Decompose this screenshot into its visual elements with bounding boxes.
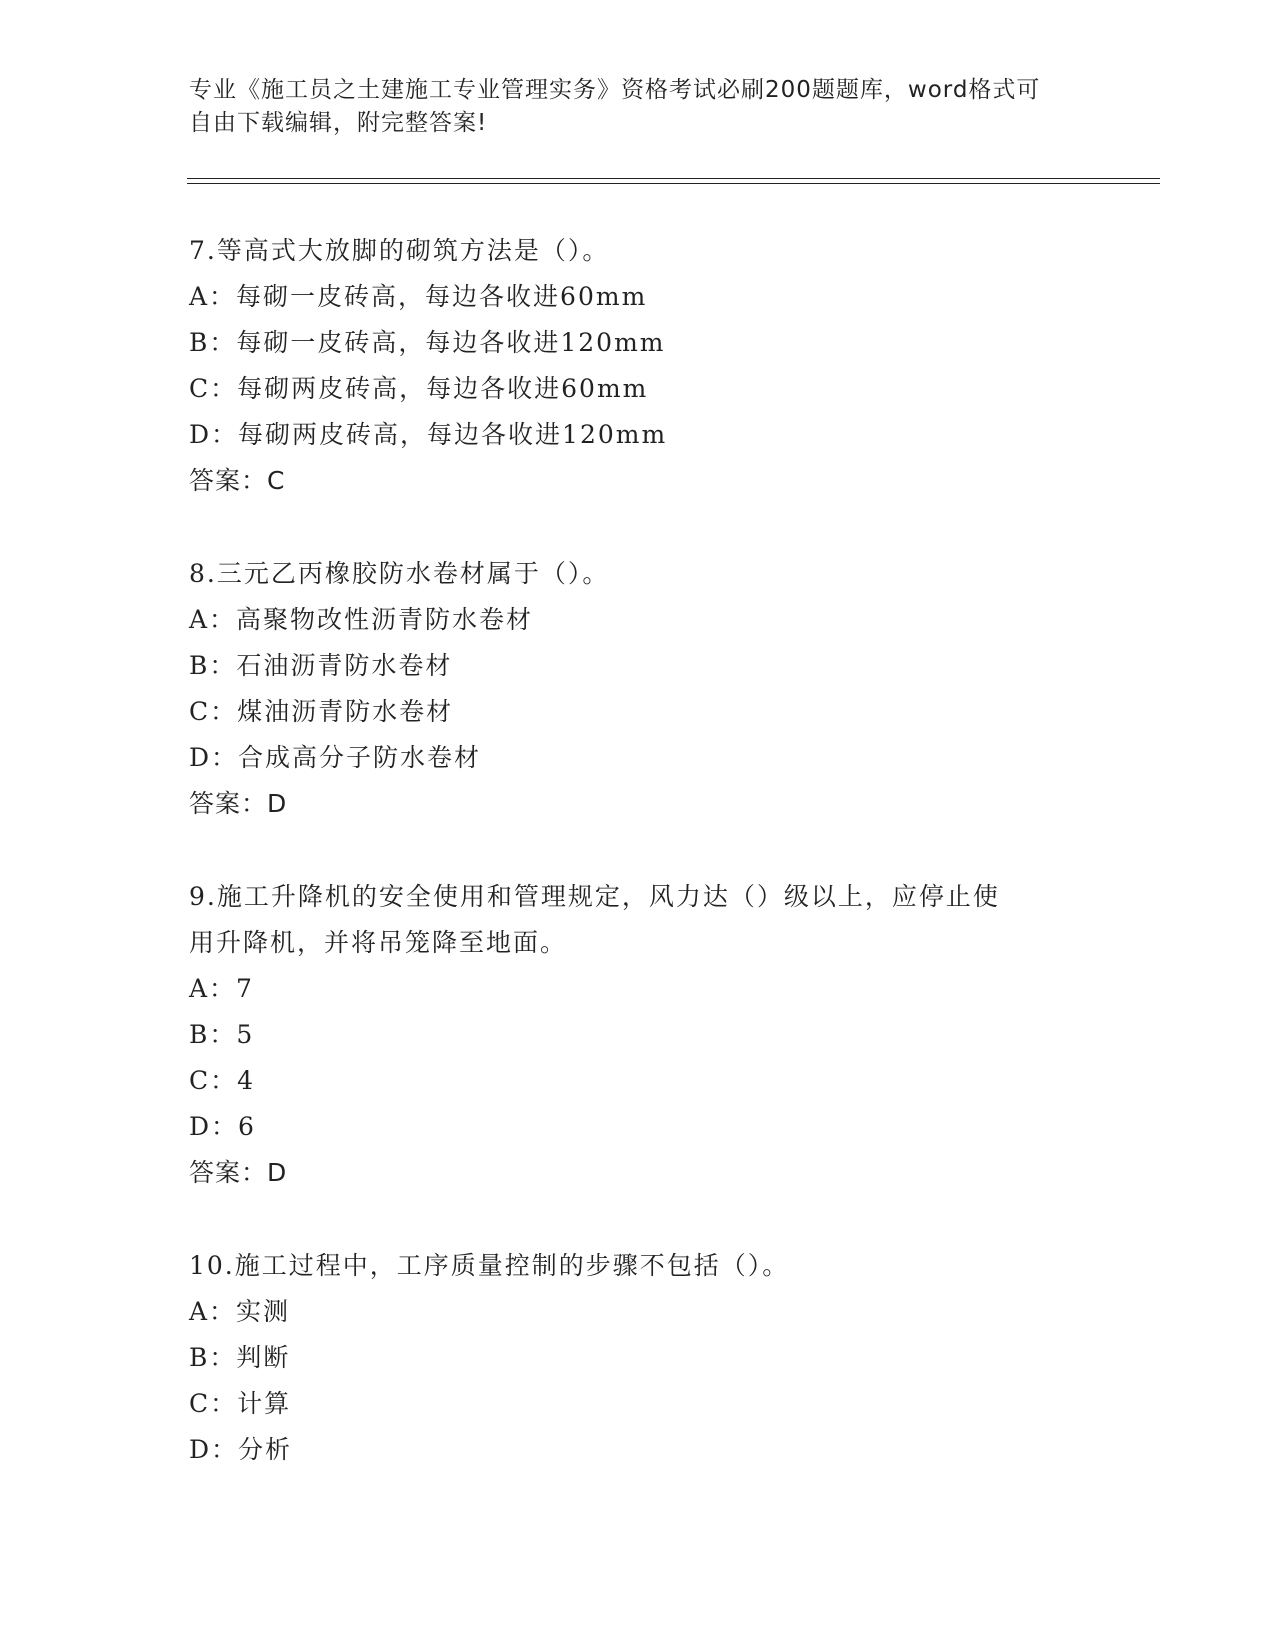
option-a: A：高聚物改性沥青防水卷材 bbox=[189, 605, 534, 634]
question-stem-line-1: 9.施工升降机的安全使用和管理规定，风力达（）级以上，应停止使 bbox=[189, 882, 1000, 911]
header-divider-top bbox=[187, 178, 1160, 179]
option-b: B：每砌一皮砖高，每边各收进120mm bbox=[189, 328, 666, 357]
header-line-2: 自由下载编辑，附完整答案! bbox=[189, 110, 488, 136]
document-header bbox=[189, 74, 1069, 140]
option-d: D：合成高分子防水卷材 bbox=[189, 743, 482, 772]
question-7 bbox=[189, 228, 1069, 504]
question-stem-line-2: 用升降机，并将吊笼降至地面。 bbox=[189, 928, 568, 957]
question-stem: 8.三元乙丙橡胶防水卷材属于（）。 bbox=[189, 559, 610, 588]
answer: 答案：D bbox=[189, 1158, 288, 1187]
option-a: A：实测 bbox=[189, 1297, 291, 1326]
option-b: B：石油沥青防水卷材 bbox=[189, 651, 453, 680]
question-10 bbox=[189, 1243, 1069, 1473]
option-b: B：判断 bbox=[189, 1343, 291, 1372]
header-divider-bottom bbox=[187, 183, 1160, 184]
option-c: C：4 bbox=[189, 1066, 256, 1095]
option-a: A：7 bbox=[189, 974, 254, 1003]
answer: 答案：D bbox=[189, 789, 288, 818]
option-d: D：6 bbox=[189, 1112, 256, 1141]
question-stem: 7.等高式大放脚的砌筑方法是（）。 bbox=[189, 236, 610, 265]
question-stem: 10.施工过程中，工序质量控制的步骤不包括（）。 bbox=[189, 1251, 790, 1280]
question-9 bbox=[189, 874, 1069, 1196]
option-a: A：每砌一皮砖高，每边各收进60mm bbox=[189, 282, 648, 311]
option-c: C：煤油沥青防水卷材 bbox=[189, 697, 454, 726]
header-line-1: 专业《施工员之土建施工专业管理实务》资格考试必刷200题题库，word格式可 bbox=[189, 77, 1041, 103]
option-d: D：分析 bbox=[189, 1435, 293, 1464]
answer: 答案：C bbox=[189, 466, 286, 495]
option-c: C：计算 bbox=[189, 1389, 292, 1418]
option-b: B：5 bbox=[189, 1020, 255, 1049]
question-8 bbox=[189, 551, 1069, 827]
option-d: D：每砌两皮砖高，每边各收进120mm bbox=[189, 420, 668, 449]
option-c: C：每砌两皮砖高，每边各收进60mm bbox=[189, 374, 649, 403]
